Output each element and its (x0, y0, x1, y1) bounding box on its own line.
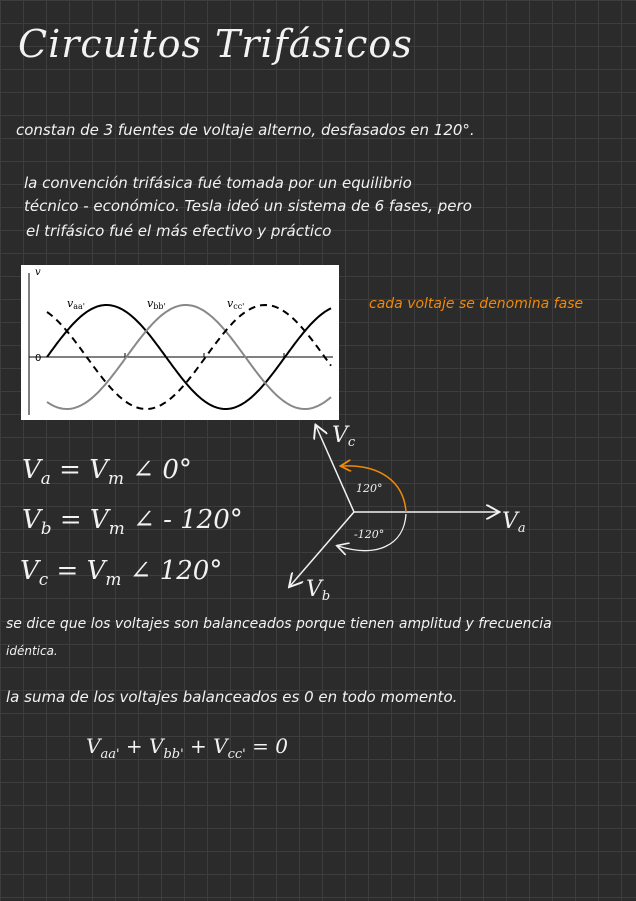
paragraph-line-1: la convención trifásica fué tomada por un equilibrio (24, 174, 412, 192)
waveform-svg (21, 265, 339, 420)
paragraph-line-2: técnico - económico. Tesla ideó un sistema de 6 fases, pero (24, 197, 472, 215)
three-phase-waveform-figure (21, 265, 339, 420)
equation-va: $V_a = V_m$ ∠ 0° (22, 455, 192, 489)
axis-v-label: v (35, 267, 41, 278)
phasor-diagram (270, 418, 540, 618)
paragraph-line-3: el trifásico fué el más efectivo y práctico (26, 222, 332, 240)
label-vbb: vbb' (147, 297, 166, 311)
label-vb: Vb (306, 577, 331, 604)
label-vc: Vc (332, 423, 356, 450)
phasor-svg (270, 418, 540, 618)
angle-label-neg120: -120° (354, 528, 385, 541)
equation-vb: $V_b = V_m$ ∠ - 120° (22, 505, 243, 539)
angle-label-120: 120° (356, 482, 383, 495)
label-va: Va (502, 509, 526, 536)
axis-zero-label: 0 (35, 353, 42, 364)
label-vcc: vcc' (227, 297, 245, 311)
label-vaa: vaa' (67, 297, 85, 311)
sum-statement: la suma de los voltajes balanceados es 0 en todo momento. (6, 688, 458, 706)
equation-vc: $V_c = V_m$ ∠ 120° (20, 556, 223, 590)
page-title: Circuitos Trifásicos (18, 22, 413, 66)
intro-text: constan de 3 fuentes de voltaje alterno, desfasados en 120°. (16, 121, 475, 139)
balanced-text-line-1: se dice que los voltajes son balanceados porque tienen amplitud y frecuencia (6, 616, 552, 632)
phasor-vb-arrow (290, 512, 354, 586)
phase-note: cada voltaje se denomina fase (369, 296, 584, 312)
sum-equation: $V_{aa'} + V_{bb'} + V_{cc'} = 0$ (86, 734, 288, 762)
balanced-text-line-2: idéntica. (6, 644, 58, 658)
